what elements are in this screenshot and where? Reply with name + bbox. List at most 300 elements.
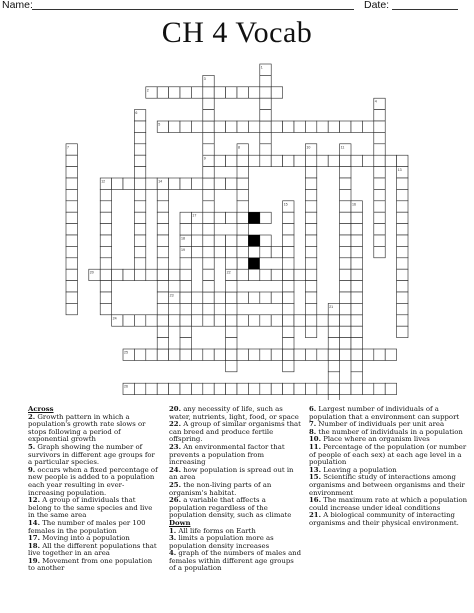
grid-cell[interactable]: [397, 269, 408, 280]
grid-cell[interactable]: [248, 315, 259, 326]
grid-cell[interactable]: [134, 132, 145, 143]
grid-cell[interactable]: [112, 269, 123, 280]
grid-cell[interactable]: [100, 201, 111, 212]
grid-cell[interactable]: [237, 383, 248, 394]
grid-cell[interactable]: [180, 349, 191, 360]
grid-cell[interactable]: [305, 326, 316, 337]
grid-cell[interactable]: [226, 87, 237, 98]
grid-cell[interactable]: [214, 349, 225, 360]
grid-cell[interactable]: [362, 349, 373, 360]
grid-cell[interactable]: [294, 121, 305, 132]
grid-cell[interactable]: [340, 315, 351, 326]
grid-cell[interactable]: [191, 292, 202, 303]
grid-cell[interactable]: [203, 269, 214, 280]
grid-cell[interactable]: [100, 189, 111, 200]
grid-cell[interactable]: [180, 87, 191, 98]
grid-cell[interactable]: [169, 315, 180, 326]
grid-cell[interactable]: [100, 292, 111, 303]
grid-cell[interactable]: [340, 212, 351, 223]
grid-cell[interactable]: [146, 383, 157, 394]
grid-cell[interactable]: [305, 189, 316, 200]
grid-cell[interactable]: [203, 292, 214, 303]
grid-cell[interactable]: [374, 349, 385, 360]
grid-cell[interactable]: [328, 395, 339, 400]
grid-cell[interactable]: [351, 224, 362, 235]
grid-cell[interactable]: [237, 201, 248, 212]
grid-cell[interactable]: [169, 121, 180, 132]
grid-cell[interactable]: [248, 87, 259, 98]
grid-cell[interactable]: [317, 349, 328, 360]
grid-cell[interactable]: [271, 155, 282, 166]
grid-cell[interactable]: [237, 349, 248, 360]
grid-cell[interactable]: [397, 315, 408, 326]
grid-cell[interactable]: [180, 258, 191, 269]
grid-cell[interactable]: [146, 178, 157, 189]
grid-cell[interactable]: [134, 167, 145, 178]
grid-cell[interactable]: [146, 315, 157, 326]
grid-cell[interactable]: [66, 224, 77, 235]
grid-cell[interactable]: [340, 155, 351, 166]
grid-cell[interactable]: [123, 269, 134, 280]
grid-cell[interactable]: [294, 315, 305, 326]
grid-cell[interactable]: [157, 349, 168, 360]
grid-cell[interactable]: [100, 246, 111, 257]
grid-cell[interactable]: [340, 121, 351, 132]
grid-cell[interactable]: [340, 383, 351, 394]
grid-cell[interactable]: [146, 349, 157, 360]
grid-cell[interactable]: [283, 303, 294, 314]
grid-cell[interactable]: [397, 326, 408, 337]
grid-cell[interactable]: [180, 178, 191, 189]
grid-cell[interactable]: [203, 121, 214, 132]
grid-cell[interactable]: [248, 349, 259, 360]
grid-cell[interactable]: [100, 212, 111, 223]
grid-cell[interactable]: [112, 178, 123, 189]
grid-cell[interactable]: [180, 326, 191, 337]
grid-cell[interactable]: [340, 246, 351, 257]
grid-cell[interactable]: [374, 189, 385, 200]
grid-cell[interactable]: [374, 246, 385, 257]
grid-cell[interactable]: [180, 338, 191, 349]
grid-cell[interactable]: [351, 360, 362, 371]
grid-cell[interactable]: [260, 75, 271, 86]
grid-cell[interactable]: [305, 121, 316, 132]
grid-cell[interactable]: [283, 338, 294, 349]
grid-cell[interactable]: [226, 281, 237, 292]
grid-cell[interactable]: [226, 121, 237, 132]
grid-cell[interactable]: [340, 338, 351, 349]
grid-cell[interactable]: [283, 326, 294, 337]
grid-cell[interactable]: [248, 246, 259, 257]
grid-cell[interactable]: [157, 315, 168, 326]
grid-cell[interactable]: [340, 269, 351, 280]
grid-cell[interactable]: [66, 258, 77, 269]
grid-cell[interactable]: [180, 383, 191, 394]
grid-cell[interactable]: [203, 144, 214, 155]
grid-cell[interactable]: [226, 360, 237, 371]
grid-cell[interactable]: [66, 235, 77, 246]
grid-cell[interactable]: [305, 178, 316, 189]
grid-cell[interactable]: [180, 292, 191, 303]
grid-cell[interactable]: [305, 292, 316, 303]
grid-cell[interactable]: [134, 246, 145, 257]
grid-cell[interactable]: [191, 178, 202, 189]
grid-cell[interactable]: [134, 189, 145, 200]
grid-cell[interactable]: [226, 258, 237, 269]
grid-cell[interactable]: [226, 303, 237, 314]
grid-cell[interactable]: [203, 178, 214, 189]
grid-cell[interactable]: [248, 121, 259, 132]
grid-cell[interactable]: [226, 315, 237, 326]
grid-cell[interactable]: [305, 315, 316, 326]
grid-cell[interactable]: [66, 281, 77, 292]
grid-cell[interactable]: [191, 383, 202, 394]
grid-cell[interactable]: [351, 235, 362, 246]
grid-cell[interactable]: [157, 281, 168, 292]
grid-cell[interactable]: [134, 315, 145, 326]
grid-cell[interactable]: [134, 201, 145, 212]
grid-cell[interactable]: [191, 87, 202, 98]
grid-cell[interactable]: [191, 121, 202, 132]
grid-cell[interactable]: [248, 292, 259, 303]
grid-cell[interactable]: [283, 121, 294, 132]
grid-cell[interactable]: [374, 383, 385, 394]
grid-cell[interactable]: [180, 224, 191, 235]
grid-cell[interactable]: [260, 349, 271, 360]
grid-cell[interactable]: [237, 224, 248, 235]
grid-cell[interactable]: [397, 212, 408, 223]
grid-cell[interactable]: [134, 224, 145, 235]
grid-cell[interactable]: [237, 121, 248, 132]
grid-cell[interactable]: [283, 360, 294, 371]
grid-cell[interactable]: [351, 349, 362, 360]
grid-cell[interactable]: [351, 372, 362, 383]
grid-cell[interactable]: [317, 315, 328, 326]
grid-cell[interactable]: [283, 246, 294, 257]
grid-cell[interactable]: [203, 201, 214, 212]
grid-cell[interactable]: [260, 144, 271, 155]
grid-cell[interactable]: [214, 315, 225, 326]
grid-cell[interactable]: [294, 383, 305, 394]
grid-cell[interactable]: [260, 235, 271, 246]
grid-cell[interactable]: [226, 235, 237, 246]
grid-cell[interactable]: [237, 178, 248, 189]
grid-cell[interactable]: [157, 292, 168, 303]
grid-cell[interactable]: [305, 212, 316, 223]
grid-cell[interactable]: [305, 349, 316, 360]
grid-cell[interactable]: [260, 292, 271, 303]
grid-cell[interactable]: [374, 110, 385, 121]
grid-cell[interactable]: [260, 315, 271, 326]
grid-cell[interactable]: [397, 155, 408, 166]
grid-cell[interactable]: [203, 98, 214, 109]
grid-cell[interactable]: [305, 281, 316, 292]
grid-cell[interactable]: [180, 281, 191, 292]
grid-cell[interactable]: [214, 87, 225, 98]
grid-cell[interactable]: [100, 303, 111, 314]
grid-cell[interactable]: [351, 338, 362, 349]
grid-cell[interactable]: [169, 349, 180, 360]
grid-cell[interactable]: [214, 178, 225, 189]
grid-cell[interactable]: [203, 349, 214, 360]
grid-cell[interactable]: [191, 235, 202, 246]
grid-cell[interactable]: [294, 349, 305, 360]
grid-cell[interactable]: [100, 224, 111, 235]
grid-cell[interactable]: [226, 178, 237, 189]
grid-cell[interactable]: [328, 121, 339, 132]
grid-cell[interactable]: [374, 235, 385, 246]
grid-cell[interactable]: [351, 155, 362, 166]
grid-cell[interactable]: [374, 167, 385, 178]
grid-cell[interactable]: [157, 201, 168, 212]
grid-cell[interactable]: [66, 269, 77, 280]
grid-cell[interactable]: [260, 155, 271, 166]
grid-cell[interactable]: [351, 281, 362, 292]
grid-cell[interactable]: [305, 167, 316, 178]
grid-cell[interactable]: [340, 258, 351, 269]
grid-cell[interactable]: [180, 121, 191, 132]
grid-cell[interactable]: [328, 383, 339, 394]
grid-cell[interactable]: [237, 246, 248, 257]
grid-cell[interactable]: [180, 303, 191, 314]
grid-cell[interactable]: [237, 155, 248, 166]
grid-cell[interactable]: [146, 269, 157, 280]
grid-cell[interactable]: [66, 167, 77, 178]
grid-cell[interactable]: [317, 383, 328, 394]
grid-cell[interactable]: [271, 292, 282, 303]
grid-cell[interactable]: [294, 155, 305, 166]
grid-cell[interactable]: [351, 303, 362, 314]
grid-cell[interactable]: [157, 326, 168, 337]
grid-cell[interactable]: [351, 326, 362, 337]
grid-cell[interactable]: [66, 155, 77, 166]
grid-cell[interactable]: [397, 303, 408, 314]
grid-cell[interactable]: [305, 235, 316, 246]
grid-cell[interactable]: [237, 235, 248, 246]
grid-cell[interactable]: [260, 132, 271, 143]
grid-cell[interactable]: [397, 189, 408, 200]
grid-cell[interactable]: [180, 315, 191, 326]
grid-cell[interactable]: [305, 155, 316, 166]
grid-cell[interactable]: [157, 338, 168, 349]
grid-cell[interactable]: [362, 383, 373, 394]
grid-cell[interactable]: [203, 132, 214, 143]
grid-cell[interactable]: [260, 269, 271, 280]
grid-cell[interactable]: [283, 235, 294, 246]
grid-cell[interactable]: [271, 87, 282, 98]
grid-cell[interactable]: [169, 178, 180, 189]
grid-cell[interactable]: [214, 155, 225, 166]
grid-cell[interactable]: [328, 326, 339, 337]
grid-cell[interactable]: [203, 383, 214, 394]
grid-cell[interactable]: [203, 87, 214, 98]
grid-cell[interactable]: [283, 212, 294, 223]
grid-cell[interactable]: [397, 201, 408, 212]
grid-cell[interactable]: [351, 246, 362, 257]
grid-cell[interactable]: [260, 98, 271, 109]
grid-cell[interactable]: [157, 246, 168, 257]
grid-cell[interactable]: [134, 349, 145, 360]
grid-cell[interactable]: [305, 246, 316, 257]
grid-cell[interactable]: [328, 338, 339, 349]
grid-cell[interactable]: [214, 292, 225, 303]
grid-cell[interactable]: [271, 121, 282, 132]
grid-cell[interactable]: [157, 212, 168, 223]
grid-cell[interactable]: [374, 178, 385, 189]
grid-cell[interactable]: [317, 155, 328, 166]
grid-cell[interactable]: [305, 258, 316, 269]
grid-cell[interactable]: [123, 178, 134, 189]
grid-cell[interactable]: [351, 269, 362, 280]
grid-cell[interactable]: [385, 349, 396, 360]
grid-cell[interactable]: [203, 235, 214, 246]
grid-cell[interactable]: [226, 383, 237, 394]
grid-cell[interactable]: [351, 121, 362, 132]
grid-cell[interactable]: [157, 224, 168, 235]
grid-cell[interactable]: [237, 315, 248, 326]
grid-cell[interactable]: [397, 178, 408, 189]
grid-cell[interactable]: [134, 235, 145, 246]
grid-cell[interactable]: [237, 87, 248, 98]
grid-cell[interactable]: [66, 212, 77, 223]
grid-cell[interactable]: [351, 383, 362, 394]
grid-cell[interactable]: [203, 258, 214, 269]
grid-cell[interactable]: [226, 155, 237, 166]
grid-cell[interactable]: [328, 372, 339, 383]
grid-cell[interactable]: [294, 269, 305, 280]
grid-cell[interactable]: [180, 269, 191, 280]
grid-cell[interactable]: [248, 269, 259, 280]
grid-cell[interactable]: [203, 224, 214, 235]
grid-cell[interactable]: [305, 269, 316, 280]
grid-cell[interactable]: [100, 269, 111, 280]
grid-cells[interactable]: [66, 64, 408, 400]
grid-cell[interactable]: [157, 269, 168, 280]
grid-cell[interactable]: [328, 349, 339, 360]
grid-cell[interactable]: [191, 349, 202, 360]
grid-cell[interactable]: [351, 258, 362, 269]
grid-cell[interactable]: [248, 383, 259, 394]
grid-cell[interactable]: [203, 303, 214, 314]
grid-cell[interactable]: [351, 292, 362, 303]
grid-cell[interactable]: [283, 349, 294, 360]
grid-cell[interactable]: [260, 246, 271, 257]
grid-cell[interactable]: [191, 246, 202, 257]
grid-cell[interactable]: [271, 349, 282, 360]
grid-cell[interactable]: [271, 315, 282, 326]
grid-cell[interactable]: [305, 201, 316, 212]
grid-cell[interactable]: [397, 292, 408, 303]
grid-cell[interactable]: [203, 315, 214, 326]
grid-cell[interactable]: [283, 383, 294, 394]
grid-cell[interactable]: [226, 349, 237, 360]
grid-cell[interactable]: [374, 121, 385, 132]
grid-cell[interactable]: [66, 303, 77, 314]
grid-cell[interactable]: [157, 235, 168, 246]
grid-cell[interactable]: [260, 121, 271, 132]
grid-cell[interactable]: [134, 121, 145, 132]
grid-cell[interactable]: [134, 383, 145, 394]
grid-cell[interactable]: [305, 383, 316, 394]
grid-cell[interactable]: [214, 383, 225, 394]
grid-cell[interactable]: [340, 201, 351, 212]
grid-cell[interactable]: [260, 87, 271, 98]
grid-cell[interactable]: [340, 281, 351, 292]
grid-cell[interactable]: [66, 178, 77, 189]
grid-cell[interactable]: [340, 349, 351, 360]
grid-cell[interactable]: [328, 155, 339, 166]
grid-cell[interactable]: [283, 224, 294, 235]
grid-cell[interactable]: [134, 258, 145, 269]
grid-cell[interactable]: [237, 269, 248, 280]
grid-cell[interactable]: [100, 235, 111, 246]
grid-cell[interactable]: [203, 281, 214, 292]
grid-cell[interactable]: [271, 383, 282, 394]
grid-cell[interactable]: [340, 167, 351, 178]
grid-cell[interactable]: [66, 246, 77, 257]
grid-cell[interactable]: [260, 383, 271, 394]
grid-cell[interactable]: [100, 281, 111, 292]
grid-cell[interactable]: [214, 121, 225, 132]
grid-cell[interactable]: [397, 281, 408, 292]
grid-cell[interactable]: [66, 201, 77, 212]
grid-cell[interactable]: [283, 269, 294, 280]
grid-cell[interactable]: [340, 178, 351, 189]
grid-cell[interactable]: [385, 383, 396, 394]
grid-cell[interactable]: [214, 246, 225, 257]
grid-cell[interactable]: [214, 212, 225, 223]
grid-cell[interactable]: [283, 281, 294, 292]
grid-cell[interactable]: [100, 258, 111, 269]
grid-cell[interactable]: [237, 167, 248, 178]
grid-cell[interactable]: [340, 224, 351, 235]
grid-cell[interactable]: [214, 235, 225, 246]
grid-cell[interactable]: [157, 383, 168, 394]
grid-cell[interactable]: [203, 212, 214, 223]
grid-cell[interactable]: [226, 326, 237, 337]
grid-cell[interactable]: [157, 258, 168, 269]
grid-cell[interactable]: [157, 189, 168, 200]
grid-cell[interactable]: [271, 269, 282, 280]
grid-cell[interactable]: [340, 235, 351, 246]
grid-cell[interactable]: [157, 87, 168, 98]
grid-cell[interactable]: [226, 292, 237, 303]
grid-cell[interactable]: [260, 212, 271, 223]
grid-cell[interactable]: [340, 189, 351, 200]
grid-cell[interactable]: [283, 315, 294, 326]
grid-cell[interactable]: [157, 303, 168, 314]
grid-cell[interactable]: [374, 201, 385, 212]
grid-cell[interactable]: [283, 155, 294, 166]
grid-cell[interactable]: [123, 315, 134, 326]
grid-cell[interactable]: [328, 315, 339, 326]
grid-cell[interactable]: [374, 132, 385, 143]
grid-cell[interactable]: [134, 212, 145, 223]
grid-cell[interactable]: [169, 269, 180, 280]
grid-cell[interactable]: [203, 189, 214, 200]
grid-cell[interactable]: [66, 189, 77, 200]
grid-cell[interactable]: [397, 258, 408, 269]
grid-cell[interactable]: [226, 246, 237, 257]
grid-cell[interactable]: [374, 155, 385, 166]
grid-cell[interactable]: [180, 212, 191, 223]
grid-cell[interactable]: [203, 110, 214, 121]
grid-cell[interactable]: [226, 212, 237, 223]
grid-cell[interactable]: [305, 303, 316, 314]
grid-cell[interactable]: [328, 360, 339, 371]
grid-cell[interactable]: [134, 155, 145, 166]
grid-cell[interactable]: [374, 144, 385, 155]
